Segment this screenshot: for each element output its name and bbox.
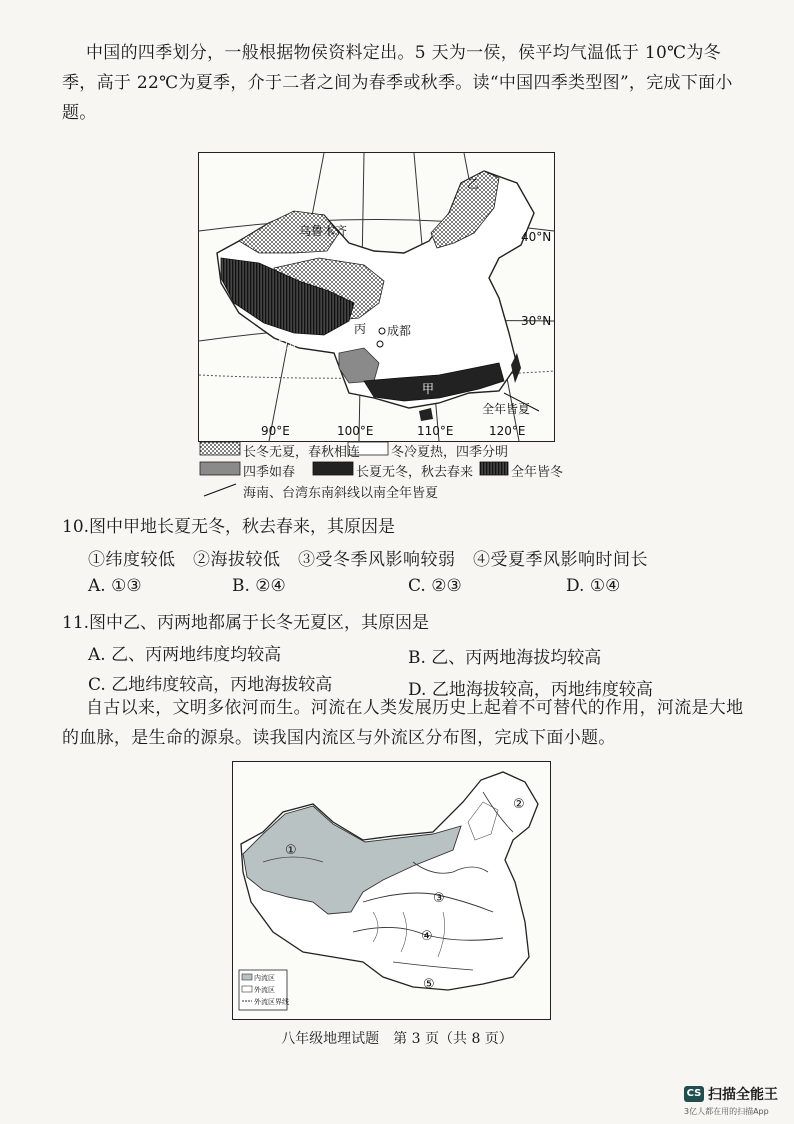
label-lhasa: 拉萨: [277, 337, 302, 351]
legend-swatch-all-winter: [480, 462, 508, 475]
page-footer: 八年级地理试题 第 3 页（共 8 页）: [281, 1031, 513, 1047]
lon-110: 110°E: [417, 424, 454, 438]
q11-option-a[interactable]: A. 乙、丙两地纬度均较高: [88, 645, 282, 665]
scanner-name: 扫描全能王: [708, 1086, 778, 1103]
legend-swatch-outflow: [242, 986, 252, 992]
legend-outflow: 外流区: [254, 986, 275, 994]
intro-paragraph-2: 自古以来，文明多依河而生。河流在人类发展历史上起着不可替代的作用，河流是大地的血脉，是生命的源泉。读我国内流区与外流区分布图，完成下面小题。: [62, 698, 744, 748]
legend-label-c: 四季如春: [243, 465, 296, 480]
q10-option-a[interactable]: A. ①③: [88, 576, 142, 596]
q11-option-b[interactable]: B. 乙、丙两地海拔均较高: [408, 648, 602, 668]
q11-option-c[interactable]: C. 乙地纬度较高，丙地海拔较高: [88, 675, 333, 695]
intro-paragraph-1: 中国的四季划分，一般根据物侯资料定出。5 天为一侯，侯平均气温低于 10℃为冬季，高于 22℃为夏季，介于二者之间为春季或秋季。读“中国四季类型图”，完成下面小题。: [62, 43, 733, 123]
q11-option-d[interactable]: D. 乙地海拔较高，丙地纬度较高: [408, 680, 653, 700]
q11-stem: 11.图中乙、丙两地都属于长冬无夏区，其原因是: [62, 613, 430, 633]
legend-label-a: 长冬无夏，春秋相连: [243, 445, 361, 460]
legend-label-b: 冬冷夏热，四季分明: [391, 445, 509, 460]
marker-2: ②: [513, 797, 525, 812]
scanner-logo: CS: [684, 1086, 704, 1102]
legend-label-line: 海南、台湾东南斜线以南全年皆夏: [243, 486, 439, 501]
label-jia: 甲: [422, 382, 435, 396]
q10-option-b[interactable]: B. ②④: [232, 576, 286, 596]
lon-100: 100°E: [337, 424, 374, 438]
legend-swatch-line: [204, 484, 236, 496]
legend-swatch-long-winter: [200, 442, 240, 455]
lat-30: 30°N: [521, 314, 552, 328]
legend-swatch-inland: [242, 974, 252, 980]
q10-statements: ①纬度较低 ②海拔较低 ③受冬季风影响较弱 ④受夏季风影响时间长: [88, 550, 648, 570]
legend-swatch-long-summer: [313, 462, 353, 475]
label-all-summer: 全年皆夏: [482, 402, 531, 416]
legend-boundary: 外流区界线: [254, 998, 289, 1006]
four-seasons-map-drawing: [199, 153, 554, 441]
drainage-map: [232, 761, 551, 1020]
legend-label-e: 全年皆冬: [511, 465, 564, 480]
hainan: [419, 408, 433, 421]
label-chengdu: 成都: [387, 324, 412, 338]
legend-swatch-spring: [200, 462, 240, 475]
label-bing: 丙: [354, 322, 367, 336]
legend-inland: 内流区: [254, 974, 275, 982]
q10-stem: 10.图中甲地长夏无冬，秋去春来，其原因是: [62, 517, 396, 537]
label-urumqi: 乌鲁木齐: [299, 224, 348, 238]
four-seasons-map: [198, 152, 555, 442]
scanner-watermark: [684, 1083, 778, 1117]
lon-120: 120°E: [489, 424, 526, 438]
marker-4: ④: [421, 929, 433, 944]
marker-3: ③: [433, 891, 445, 906]
legend-label-d: 长夏无冬，秋去春来: [356, 465, 474, 480]
q10-option-d[interactable]: D. ①④: [566, 576, 621, 596]
lat-40: 40°N: [521, 230, 552, 244]
label-yi: 乙: [467, 177, 480, 191]
lon-90: 90°E: [261, 424, 290, 438]
q10-option-c[interactable]: C. ②③: [408, 576, 462, 596]
marker-5: ⑤: [423, 977, 435, 992]
scanner-subtitle: 3亿人都在用的扫描App: [684, 1106, 769, 1116]
marker-1: ①: [285, 843, 297, 858]
drainage-map-drawing: [233, 762, 550, 1019]
